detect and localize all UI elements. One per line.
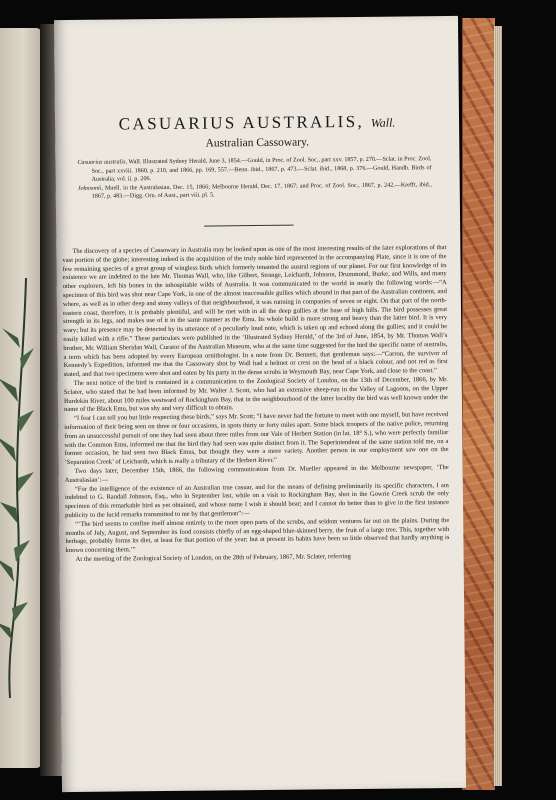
page-fore-edge [494,26,502,786]
synonym-refs: Muell. in the Australasian, Dec. 15, 1866; Melbourne Herald, Dec. 17, 1867; and Proc. of Zool. Soc., 1867, p. 242.—Krefft, ibid., 1867, p. 483.—Digg. Orn. of Aust., part viii. pl. 5. [91,181,432,200]
page-title [55,111,459,135]
paragraph: The next notice of the bird is contained in a communication to the Zoological Society of London, on the 13th of December, 1866, by Mr. Sclater, who stated that he had been informed by Mr. Walter J. Scott, who had an extensive sheep-run in the Valley of Lagoons, on the Upper Burdekin River, about 100 miles westward of Rockingham Bay, that in the neighbourhood of the latter locality the bird was well known under the name of the Black Emu, but was shy and very difficult to obtain. [63,375,448,414]
paragraph: “‘The bird seems to confine itself almost entirely to the more open parts of the scrubs, and seldom ventures far out on the plains. During the months of July, August, and September its food consists chiefly of an egg-shaped blue-skinned berry, the fruit of a large tree. This, together with herbage, probably forms its diet, at least for that portion of the year; but at present its habits have been so little observed that hardly anything is known concerning them.’” [65,516,450,555]
marbled-page-edge [462,18,495,790]
synonym-name: Casuarius australis, [77,159,127,166]
synonymy-block [69,155,431,201]
synonym-refs: Wall. Illustrated Sydney Herald, June 3, 1854.—Gould, in Proc. of Zool. Soc., part xxv. 1857, p. 270.—Sclat. in Proc. Zool. Soc., part xxviii. 1860, p. 210, and 1866, pp. 169, 557.—Benn. ibid., 1867, p. 473.—Sclat. ibid., 1868, p. 376.—Gould, Handb. Birds of Australia, vol. ii. p. 206. [91,156,432,183]
title-text: CASUARIUS AUSTRALIS, [118,111,365,134]
plant-illustration-image [0,278,36,698]
facing-plate-page [0,28,42,768]
paragraph: The discovery of a species of Cassowary in Australia may be looked upon as one of the most interesting results of the later explorations of that vast portion of the globe; interesting indeed is the acquisition of the truly noble bird represented in the accompanying Plate, since it is one of the few remaining species of a great group of wingless birds which formerly tenanted the austral regions of our planet. For our first knowledge of its existence we are indebted to the late Mr. Thomas Wall, who, like Gilbert, Strange, Leichardt, Johnson, Drummond, Burke, and Wills, and many other explorers, left his bones in the inhospitable wilds of Australia. It was communicated to the world in nearly the following words:—“A specimen of this bird was shot near Cape York, in one of the almost inaccessible gullies which abound in that part of the Australian continent, and where, as well as in other deep and stony valleys of that neighbourhood, it was running in companies of seven or eight. On that part of the north-eastern coast, therefore, it is probably plentiful, and will be met with in all the deep gullies at the base of high hills. The bird possesses great strength in its legs, and makes use of it in the same manner as the Emu. Its whole build is more strong and heavy than the latter bird. It is very wary; but its presence may be detected by its utterance of a peculiarly loud note, which is taken up and echoed along the gullies; and it could be easily killed with a rifle.” These particulars were published in the ‘Illustrated Sydney Herald,’ of the 3rd of June, 1854, by Mr. Thomas Wall’s brother, Mr. William Sheridan Wall, Curator of the Australian Museum, who at the same time suggested for the bird the specific name of australis, a term which has been adopted by every European ornithologist. In a note from Dr. Bennett, that gentleman says:—“Carron, the survivor of Kennedy’s Expedition, informed me that the Cassowary shot by Wall had a helmet or crest on the head of a black colour, and not red as first stated, and that two specimens were shot and eaten by his party in the dense scrubs in Weymouth Bay, near Cape York, and close to the coast.” [62,244,448,379]
text-page [54,16,466,792]
title-author: Wall. [370,115,396,130]
section-divider [204,225,294,228]
paragraph: “For the intelligence of the existence of an Australian true casuar, and for the means of defining preliminarily its specific characters, I am indebted to G. Randall Johnson, Esq., who in September last, while on a visit to Rockingham Bay, shot in the Gowrie Creek scrub the only specimen of this remarkable bird as yet obtained, and whose name I wish it should bear; and I cannot do better than to give in the first instance publicity to the lucid remarks transmitted to me by that gentleman”:— [64,481,450,519]
paragraph: At the meeting of the Zoological Society of London, on the 28th of February, 1867, Mr. Sclater, referring [75,552,351,563]
body-text [62,244,449,565]
synonym-name: Johnsonii, [77,185,103,192]
paragraph: “I fear I can tell you but little respecting these birds,” says Mr. Scott; “I have never had the fortune to meet with one myself, but have received information of their being seen on three or four occasions, in spots thirty or forty miles apart. Some black troopers of the native police, returning from an unsuccessful pursuit of one they had seen about three miles from our Vale of Herbert Station (in lat. 18° S.), who were perfectly familiar with the Common Emu, informed me that the bird they had seen was quite distinct from it. The Superintendent of the same station told me, on a former occasion, he had seen two Black Emus, but thought they were a mere variety. Another person in our employment saw one on the ‘Separation Creek’ of Leichardt, which is really a tributary of the Herbert River.” [64,411,449,467]
paragraph: Two days later, December 15th, 1866, the following communication from Dr. Mueller appeared in the Melbourne newspaper, ‘The Australasian’:— [64,463,449,484]
page-content [54,16,466,792]
synonymy-entry [77,181,432,202]
synonymy-entry [77,155,432,184]
page-subtitle: Australian Cassowary. [205,136,310,150]
